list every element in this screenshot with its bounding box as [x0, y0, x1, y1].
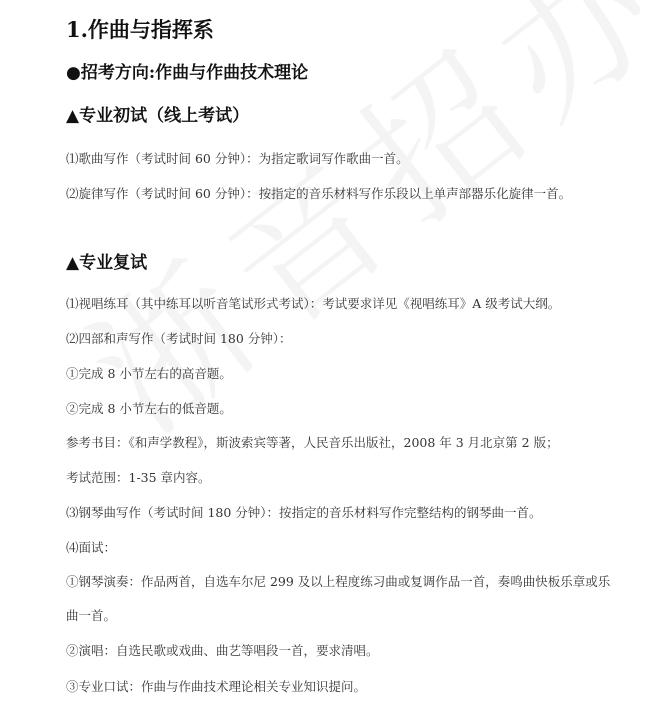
- prelim-item-1: ⑴歌曲写作（考试时间 60 分钟）：为指定歌词写作歌曲一首。: [66, 151, 409, 166]
- prelim-item-2: ⑵旋律写作（考试时间 60 分钟）：按指定的音乐材料写作乐段以上单声部器乐化旋律一首。: [66, 186, 572, 201]
- oral-exam: ③专业口试：作曲与作曲技术理论相关专业知识提问。: [66, 679, 367, 694]
- retest-heading: ▲专业复试: [66, 253, 148, 273]
- retest-item-2: ⑵四部和声写作（考试时间 180 分钟）：: [66, 331, 292, 346]
- section-title: 1.作曲与指挥系: [66, 17, 214, 42]
- retest-item-6: ⑷面试：: [66, 540, 117, 555]
- exam-scope: 考试范围：1-35 章内容。: [66, 470, 211, 485]
- singing: ②演唱：自选民歌或戏曲、曲艺等唱段一首，要求清唱。: [66, 643, 379, 658]
- retest-item-1: ⑴视唱练耳（其中练耳以听音笔试形式考试）：考试要求详见《视唱练耳》A 级考试大纲。: [66, 296, 561, 311]
- admission-direction: ●招考方向:作曲与作曲技术理论: [66, 63, 309, 83]
- prelim-heading: ▲专业初试（线上考试）: [66, 106, 250, 126]
- retest-item-3: ①完成 8 小节左右的高音题。: [66, 366, 232, 381]
- piano-performance-cont: 曲一首。: [66, 608, 117, 623]
- retest-item-5: ⑶钢琴曲写作（考试时间 180 分钟）：按指定的音乐材料写作完整结构的钢琴曲一首。: [66, 505, 542, 520]
- reference-book: 参考书目：《和声学教程》，斯波索宾等著，人民音乐出版社，2008 年 3 月北京第 2 版；: [66, 435, 559, 450]
- piano-performance: ①钢琴演奏：作品两首，自选车尔尼 299 及以上程度练习曲或复调作品一首，奏鸣曲快板乐章或乐: [66, 574, 611, 589]
- retest-item-4: ②完成 8 小节左右的低音题。: [66, 401, 232, 416]
